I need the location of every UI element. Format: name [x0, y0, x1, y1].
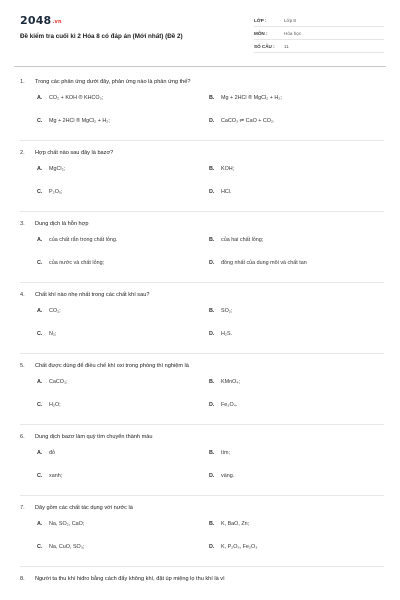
document-title: Đề kiểm tra cuối kì 2 Hóa 8 có đáp án (Mới nhất) (Đề 2) [20, 33, 183, 40]
question-number: 8. [20, 576, 25, 582]
answer-option[interactable] [209, 299, 384, 322]
question-line [20, 433, 384, 441]
answer-option[interactable] [37, 535, 209, 558]
option-label: C. [37, 401, 43, 408]
meta-row-count [254, 40, 384, 53]
answer-option[interactable] [209, 109, 384, 132]
question-line [20, 220, 384, 228]
answer-options [37, 86, 384, 132]
option-text: của nước và chất lỏng; [49, 259, 105, 266]
question-item [20, 149, 384, 212]
option-label: D. [209, 117, 215, 124]
option-label: A. [37, 236, 43, 243]
answer-option[interactable] [209, 535, 384, 558]
answer-option[interactable] [209, 393, 384, 416]
option-label: C. [37, 188, 43, 195]
logo-suffix: .vn [52, 19, 62, 25]
answer-options [37, 512, 384, 558]
option-text: H₂S. [221, 330, 233, 337]
answer-option[interactable] [37, 157, 209, 180]
site-logo[interactable] [20, 14, 62, 27]
question-line [20, 362, 384, 370]
question-item [20, 220, 384, 283]
option-label: D. [209, 543, 215, 550]
option-label: B. [209, 236, 215, 243]
answer-option[interactable] [37, 322, 209, 345]
answer-option[interactable] [209, 86, 384, 109]
meta-value: Lớp 8 [284, 17, 296, 23]
question-line [20, 504, 384, 512]
option-label: A. [37, 165, 43, 172]
meta-value: Hóa học [284, 30, 302, 36]
answer-options [37, 370, 384, 416]
option-text: Mg + 2HCl ® MgCl₂ + H₂; [49, 117, 110, 124]
option-label: D. [209, 401, 215, 408]
meta-table [254, 14, 384, 53]
option-text: K, P₂O₅, Fe₂O₃ [221, 543, 258, 550]
option-label: A. [37, 94, 43, 101]
answer-option[interactable] [209, 180, 384, 203]
option-text: Mg + 2HCl ® MgCl₂ + H₂; [221, 94, 282, 101]
answer-option[interactable] [209, 228, 384, 251]
option-label: A. [37, 307, 43, 314]
option-label: C. [37, 117, 43, 124]
meta-key: MÔN : [254, 30, 268, 36]
option-text: CaCO₃ ⇌ CaO + CO₂. [221, 117, 275, 124]
question-item [20, 433, 384, 496]
question-text: Người ta thu khí hiđro bằng cách đẩy không khí, đặt úp miệng lọ thu khí là vì [35, 576, 225, 582]
question-line [20, 291, 384, 299]
question-number: 3. [20, 221, 25, 227]
option-text: MgCl₂; [49, 165, 66, 172]
question-item [20, 78, 384, 141]
question-item [20, 362, 384, 425]
question-text: Dung dịch là hỗn hợp [35, 221, 89, 227]
option-text: của hai chất lỏng; [221, 236, 264, 243]
answer-option[interactable] [209, 157, 384, 180]
question-number: 6. [20, 434, 25, 440]
option-text: N₂; [49, 330, 57, 337]
option-label: B. [209, 449, 215, 456]
meta-row-class [254, 14, 384, 27]
answer-option[interactable] [209, 441, 384, 464]
meta-key: SỐ CÂU : [254, 43, 275, 49]
header [20, 14, 384, 60]
option-label: A. [37, 449, 43, 456]
question-line [20, 149, 384, 157]
answer-option[interactable] [37, 228, 209, 251]
option-label: D. [209, 330, 215, 337]
option-text: CaCO₃; [49, 378, 68, 385]
option-label: C. [37, 259, 43, 266]
answer-option[interactable] [37, 109, 209, 132]
question-text: Chất được dùng để điều chế khí oxi trong phòng thí nghiệm là [35, 363, 189, 369]
answer-option[interactable] [209, 512, 384, 535]
question-text: Hợp chất nào sau đây là bazơ? [35, 150, 114, 156]
option-text: CO₂; [49, 307, 61, 314]
question-number: 5. [20, 363, 25, 369]
question-number: 1. [20, 79, 25, 85]
answer-options [37, 441, 384, 487]
question-line [20, 78, 384, 86]
question-item [20, 291, 384, 354]
option-text: tím; [221, 449, 230, 456]
option-label: D. [209, 188, 215, 195]
answer-option[interactable] [37, 299, 209, 322]
option-label: B. [209, 94, 215, 101]
logo-text: 2048 [20, 14, 52, 27]
answer-option[interactable] [37, 86, 209, 109]
option-text: H₂O; [49, 401, 61, 408]
header-divider [14, 66, 386, 67]
option-text: của chất rắn trong chất lỏng. [49, 236, 118, 243]
question-line [20, 575, 384, 583]
answer-option[interactable] [37, 512, 209, 535]
answer-option[interactable] [37, 180, 209, 203]
question-text: Trong các phản ứng dưới đây, phản ứng nào là phản ứng thế? [35, 79, 191, 85]
option-label: C. [37, 543, 43, 550]
question-item [20, 504, 384, 567]
answer-option[interactable] [209, 370, 384, 393]
answer-option[interactable] [209, 322, 384, 345]
option-text: CO₂ + KOH ® KHCO₃; [49, 94, 104, 101]
option-label: B. [209, 378, 215, 385]
question-list [20, 78, 384, 583]
option-label: B. [209, 307, 215, 314]
meta-value: 11 [284, 43, 289, 49]
option-text: P₂O₅; [49, 188, 63, 195]
answer-option[interactable] [37, 441, 209, 464]
option-label: D. [209, 472, 215, 479]
option-text: HCl. [221, 188, 232, 195]
question-text: Dãy gồm các chất tác dụng với nước là [35, 505, 133, 511]
option-text: Na, CuO, SO₃; [49, 543, 85, 550]
option-text: vàng. [221, 472, 235, 479]
option-label: C. [37, 330, 43, 337]
option-text: xanh; [49, 472, 63, 479]
answer-options [37, 299, 384, 345]
question-number: 7. [20, 505, 25, 511]
answer-option[interactable] [209, 251, 384, 274]
option-label: C. [37, 472, 43, 479]
question-item [20, 575, 384, 583]
answer-option[interactable] [37, 370, 209, 393]
question-number: 2. [20, 150, 25, 156]
option-text: Fe₃O₄. [221, 401, 238, 408]
answer-options [37, 157, 384, 203]
option-label: D. [209, 259, 215, 266]
option-label: B. [209, 520, 215, 527]
answer-options [37, 228, 384, 274]
question-text: Dung dịch bazơ làm quỳ tím chuyển thành màu [35, 434, 153, 440]
answer-option[interactable] [37, 393, 209, 416]
option-text: SO₂; [221, 307, 233, 314]
answer-option[interactable] [37, 251, 209, 274]
answer-option[interactable] [37, 464, 209, 487]
option-text: đỏ [49, 449, 55, 456]
option-text: KOH; [221, 165, 235, 172]
option-text: đồng nhất của dung môi và chất tan [221, 259, 307, 266]
answer-option[interactable] [209, 464, 384, 487]
option-text: Na, SO₂, CaO; [49, 520, 85, 527]
meta-row-subject [254, 27, 384, 40]
option-label: A. [37, 378, 43, 385]
option-label: B. [209, 165, 215, 172]
meta-key: LỚP : [254, 17, 267, 23]
question-text: Chất khí nào nhẹ nhất trong các chất khí sau? [35, 292, 150, 298]
option-text: KMnO₄; [221, 378, 240, 385]
question-number: 4. [20, 292, 25, 298]
option-label: A. [37, 520, 43, 527]
option-text: K, BaO, Zn; [221, 520, 250, 527]
